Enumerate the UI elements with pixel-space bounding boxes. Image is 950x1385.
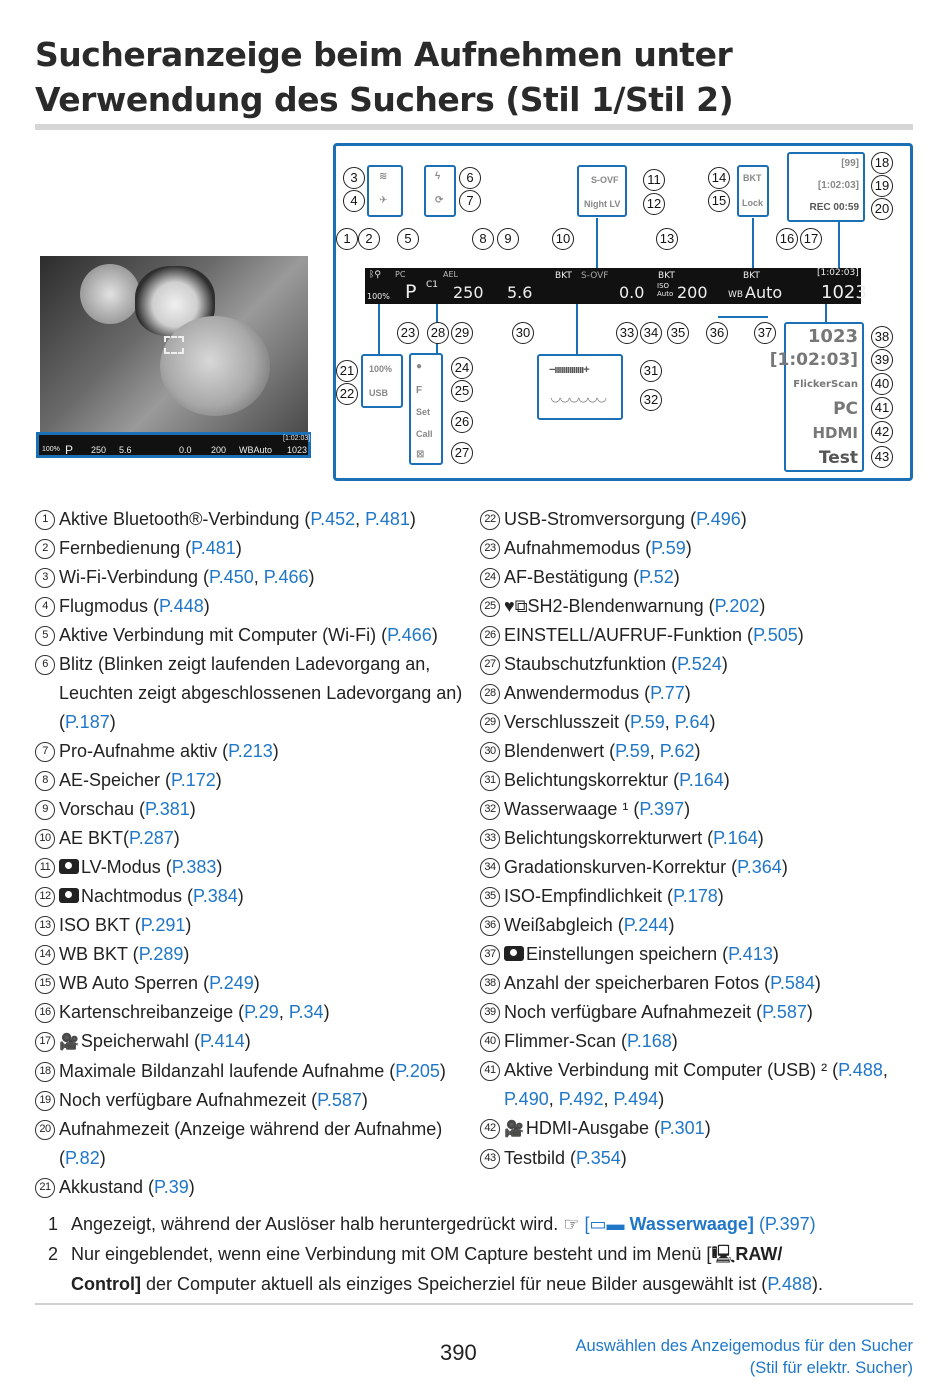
- item-text: Kartenschreibanzeige (: [59, 1002, 245, 1022]
- item-number: 39: [480, 1003, 500, 1023]
- page-ref-link[interactable]: P.496: [696, 509, 741, 529]
- viewfinder-diagram: [0, 0, 950, 500]
- item-number: 18: [35, 1062, 55, 1082]
- af-frame-icon: [164, 336, 184, 354]
- item-number: 33: [480, 829, 500, 849]
- item-text: Wasserwaage ¹ (: [504, 799, 640, 819]
- callout-43: 43: [871, 446, 893, 468]
- item-text: Testbild (: [504, 1148, 577, 1168]
- item-number: 36: [480, 916, 500, 936]
- status-right-box: 1023 [1:02:03] FlickerScan PC HDMI Test: [784, 322, 864, 472]
- page-ref-link[interactable]: P.494: [613, 1089, 659, 1109]
- airplane-icon: ✈: [379, 195, 388, 206]
- item-text: ISO BKT (: [59, 915, 141, 935]
- section-link[interactable]: Auswählen des Anzeigemodus für den Sucher (Stil für elektr. Sucher): [575, 1337, 913, 1377]
- item-text: Maximale Bildanzahl laufende Aufnahme (: [59, 1061, 396, 1081]
- callout-3: 3: [343, 167, 365, 189]
- af-confirm-icon: ●: [416, 361, 423, 372]
- item-text: Aufnahmemodus (: [504, 538, 652, 558]
- camera-icon: [59, 859, 79, 874]
- item-number: 32: [480, 800, 500, 820]
- item-number: 43: [480, 1149, 500, 1169]
- legend-item-32: 32 Wasserwaage ¹ (P.397): [480, 795, 920, 824]
- legend-item-16: 16 Kartenschreibanzeige (P.29, P.34): [35, 998, 475, 1027]
- dust-reduction-icon: ⊠: [416, 449, 425, 460]
- item-text: LV-Modus (: [81, 857, 172, 877]
- item-text: Blitz (Blinken zeigt laufenden Ladevorgang an, Leuchten zeigt abgeschlossenen Ladevorgang an) (: [59, 654, 463, 732]
- item-number: 42: [480, 1119, 500, 1139]
- callout-27: 27: [451, 442, 473, 464]
- legend-item-27: 27 Staubschutzfunktion (P.524): [480, 650, 920, 679]
- callout-4: 4: [343, 190, 365, 212]
- callout-37: 37: [754, 322, 776, 344]
- title-line-2: Verwendung des Suchers (Stil 1/Stil 2): [35, 80, 734, 119]
- callout-21: 21: [336, 360, 358, 382]
- wb-bkt-box: BKT Lock: [737, 165, 769, 217]
- page-ref-link[interactable]: P.413: [728, 944, 773, 964]
- callout-16: 16: [776, 228, 798, 250]
- page-ref-link[interactable]: P.584: [770, 973, 815, 993]
- item-text: Vorschau (: [59, 799, 146, 819]
- item-number: 37: [480, 945, 500, 965]
- legend-item-40: 40 Flimmer-Scan (P.168): [480, 1027, 920, 1056]
- wifi-flight-box: [367, 165, 403, 217]
- page-ref-link[interactable]: P.492: [558, 1089, 604, 1109]
- item-text: WB BKT (: [59, 944, 139, 964]
- callout-14: 14: [708, 167, 730, 189]
- legend-item-43: 43 Testbild (P.354): [480, 1144, 920, 1173]
- item-text: Anzahl der speicherbaren Fotos (: [504, 973, 771, 993]
- display-icon: ▭: [589, 1214, 607, 1234]
- page-ref-link[interactable]: P.205: [395, 1061, 440, 1081]
- item-number: 38: [480, 974, 500, 994]
- item-number: 29: [480, 713, 500, 733]
- page-ref-link[interactable]: P.187: [65, 712, 110, 732]
- legend-item-42: 42 🎥 HDMI-Ausgabe (P.301): [480, 1114, 920, 1144]
- page-ref-link[interactable]: P.397: [639, 799, 685, 819]
- item-number: 27: [480, 655, 500, 675]
- footnote-2-ref[interactable]: P.488: [767, 1274, 813, 1294]
- callout-10: 10: [552, 228, 574, 250]
- page-ref-link[interactable]: P.64: [674, 712, 710, 732]
- page-ref-link[interactable]: P.587: [762, 1002, 807, 1022]
- item-text: Nachtmodus (: [81, 886, 194, 906]
- camera-icon: [504, 946, 524, 961]
- callout-41: 41: [871, 397, 893, 419]
- legend-item-35: 35 ISO-Empfindlichkeit (P.178): [480, 882, 920, 911]
- callout-11: 11: [643, 169, 665, 191]
- item-text: Speicherwahl (: [80, 1031, 200, 1051]
- sample-photo: [40, 256, 308, 432]
- wasserwaage-link[interactable]: [▭▬ Wasserwaage]: [584, 1214, 754, 1234]
- legend-item-8: 8 AE-Speicher (P.172): [35, 766, 475, 795]
- item-number: 15: [35, 974, 55, 994]
- item-text: Wi-Fi-Verbindung (: [59, 567, 210, 587]
- item-text: HDMI-Ausgabe (: [525, 1118, 660, 1138]
- item-text: ISO-Empfindlichkeit (: [504, 886, 674, 906]
- movie-camera-icon: 🎥: [59, 1034, 79, 1051]
- legend-item-19: 19 Noch verfügbare Aufnahmezeit (P.587): [35, 1086, 475, 1115]
- item-number: 40: [480, 1032, 500, 1052]
- footer-divider: [35, 1303, 913, 1305]
- page-ref-link[interactable]: P.354: [576, 1148, 621, 1168]
- item-text: Pro-Aufnahme aktiv (: [59, 741, 229, 761]
- viewfinder-info-bar: ᛒ⚲ PC AEL BKT S-OVF BKT BKT [1:02:03] 100% P C1 250 5.6 0.0 ISO Auto 200 WB Auto 1023: [367, 268, 867, 303]
- page-ref-link[interactable]: P.505: [753, 625, 798, 645]
- callout-36: 36: [706, 322, 728, 344]
- item-text: Fernbedienung (: [59, 538, 192, 558]
- item-text: Blendenwert (: [504, 741, 616, 761]
- legend-item-26: 26 EINSTELL/AUFRUF-Funktion (P.505): [480, 621, 920, 650]
- page-ref-link[interactable]: P.450: [209, 567, 254, 587]
- legend-item-33: 33 Belichtungskorrekturwert (P.164): [480, 824, 920, 853]
- item-number: 4: [35, 597, 55, 617]
- item-number: 5: [35, 626, 55, 646]
- item-text: Akkustand (: [59, 1177, 155, 1197]
- item-text: Noch verfügbare Aufnahmezeit (: [59, 1090, 318, 1110]
- item-text: Gradationskurven-Korrektur (: [504, 857, 738, 877]
- page-ref-link[interactable]: P.244: [623, 915, 669, 935]
- item-text: AE-Speicher (: [59, 770, 172, 790]
- page-ref-link[interactable]: P.524: [677, 654, 722, 674]
- item-text: AE BKT(: [59, 828, 130, 848]
- item-text: Aufnahmezeit (Anzeige während der Aufnahme) (: [59, 1119, 443, 1168]
- callout-15: 15: [708, 190, 730, 212]
- page-ref-link[interactable]: P.59: [615, 741, 650, 761]
- legend-list-left: [35, 505, 475, 1202]
- page-ref-link[interactable]: P.448: [159, 596, 204, 616]
- item-number: 14: [35, 945, 55, 965]
- item-text: Flugmodus (: [59, 596, 160, 616]
- legend-list-right: [480, 505, 920, 1173]
- callout-40: 40: [871, 373, 893, 395]
- item-number: 21: [35, 1178, 55, 1198]
- page-ref-link[interactable]: P.466: [263, 567, 309, 587]
- page-ref-link[interactable]: P.587: [317, 1090, 362, 1110]
- item-text: Aktive Verbindung mit Computer (Wi-Fi) (: [59, 625, 388, 645]
- item-number: 23: [480, 539, 500, 559]
- page-ref-link[interactable]: P.59: [630, 712, 665, 732]
- legend-item-3: 3 Wi-Fi-Verbindung (P.450, P.466): [35, 563, 475, 592]
- callout-22: 22: [336, 383, 358, 405]
- item-text: Aktive Bluetooth®-Verbindung (: [59, 509, 311, 529]
- page-ref-link[interactable]: P.164: [713, 828, 758, 848]
- item-number: 10: [35, 829, 55, 849]
- page-ref-link[interactable]: P.364: [737, 857, 782, 877]
- page-ref-link[interactable]: P.39: [154, 1177, 189, 1197]
- callout-28: 28: [427, 322, 449, 344]
- item-number: 11: [35, 858, 55, 878]
- page-ref-link[interactable]: P.452: [310, 509, 356, 529]
- item-text: Belichtungskorrekturwert (: [504, 828, 714, 848]
- legend-item-9: 9 Vorschau (P.381): [35, 795, 475, 824]
- item-number: 9: [35, 800, 55, 820]
- item-text: Anwendermodus (: [504, 683, 651, 703]
- item-number: 30: [480, 742, 500, 762]
- legend-item-7: 7 Pro-Aufnahme aktiv (P.213): [35, 737, 475, 766]
- item-text: USB-Stromversorgung (: [504, 509, 697, 529]
- legend-item-21: 21 Akkustand (P.39): [35, 1173, 475, 1202]
- item-number: 16: [35, 1003, 55, 1023]
- item-number: 12: [35, 887, 55, 907]
- legend-item-13: 13 ISO BKT (P.291): [35, 911, 475, 940]
- pointing-hand-icon: ☞: [563, 1214, 580, 1234]
- legend-item-18: 18 Maximale Bildanzahl laufende Aufnahme (P.205): [35, 1057, 475, 1086]
- item-number: 6: [35, 655, 55, 675]
- item-text: WB Auto Sperren (: [59, 973, 210, 993]
- callout-13: 13: [656, 228, 678, 250]
- legend-item-30: 30 Blendenwert (P.59, P.62): [480, 737, 920, 766]
- page-ref-link[interactable]: P.301: [659, 1118, 705, 1138]
- page-ref-link[interactable]: P.164: [679, 770, 724, 790]
- callout-5: 5: [397, 228, 419, 250]
- callout-1: 1: [336, 228, 358, 250]
- flash-icon: ϟ: [435, 171, 441, 182]
- callout-12: 12: [643, 193, 665, 215]
- callout-18: 18: [871, 152, 893, 174]
- legend-item-28: 28 Anwendermodus (P.77): [480, 679, 920, 708]
- callout-6: 6: [459, 167, 481, 189]
- camera-icon: [59, 888, 79, 903]
- item-text: Weißabgleich (: [504, 915, 624, 935]
- legend-item-1: 1 Aktive Bluetooth®-Verbindung (P.452, P.481): [35, 505, 475, 534]
- movie-camera-icon: 🎥: [504, 1121, 524, 1138]
- page-ref-link[interactable]: P.289: [138, 944, 184, 964]
- sequential-shooting-icon: ♥⧉: [504, 596, 528, 616]
- item-number: 19: [35, 1091, 55, 1111]
- legend-item-41: 41 Aktive Verbindung mit Computer (USB) ² (P.488, P.490, P.492, P.494): [480, 1056, 920, 1114]
- item-text: Belichtungskorrektur (: [504, 770, 680, 790]
- page-ref-link[interactable]: P.178: [673, 886, 718, 906]
- legend-item-5: 5 Aktive Verbindung mit Computer (Wi-Fi) (P.466): [35, 621, 475, 650]
- item-number: 2: [35, 539, 55, 559]
- callout-24: 24: [451, 357, 473, 379]
- page-ref-link[interactable]: P.202: [714, 596, 760, 616]
- item-number: 17: [35, 1032, 55, 1052]
- item-text: Noch verfügbare Aufnahmezeit (: [504, 1002, 763, 1022]
- callout-42: 42: [871, 421, 893, 443]
- callout-32: 32: [640, 389, 662, 411]
- page-ref-link[interactable]: P.384: [193, 886, 238, 906]
- page-ref-link[interactable]: P.414: [199, 1031, 245, 1051]
- legend-item-12: 12 Nachtmodus (P.384): [35, 882, 475, 911]
- page-ref-link[interactable]: P.488: [838, 1060, 883, 1080]
- item-number: 26: [480, 626, 500, 646]
- item-number: 31: [480, 771, 500, 791]
- page-ref-link[interactable]: P.291: [140, 915, 186, 935]
- legend-item-29: 29 Verschlusszeit (P.59, P.64): [480, 708, 920, 737]
- item-text: Staubschutzfunktion (: [504, 654, 678, 674]
- page-ref-link[interactable]: P.249: [209, 973, 254, 993]
- legend-item-10: 10 AE BKT(P.287): [35, 824, 475, 853]
- card-icon: ▬: [606, 1214, 625, 1234]
- page-number: 390: [440, 1340, 477, 1365]
- page-ref-link[interactable]: P.62: [659, 741, 695, 761]
- legend-item-24: 24 AF-Bestätigung (P.52): [480, 563, 920, 592]
- callout-29: 29: [451, 322, 473, 344]
- callout-38: 38: [871, 326, 893, 348]
- item-text: SH2-Blendenwarnung (: [527, 596, 715, 616]
- page-ref-link[interactable]: P.381: [145, 799, 190, 819]
- page-ref-link[interactable]: P.287: [129, 828, 174, 848]
- flash-pro-box: [424, 165, 456, 217]
- page-ref-link[interactable]: P.490: [504, 1089, 549, 1109]
- callout-20: 20: [871, 198, 893, 220]
- item-number: 20: [35, 1120, 55, 1140]
- page-ref-link[interactable]: P.34: [288, 1002, 324, 1022]
- page-ref-link[interactable]: P.29: [244, 1002, 279, 1022]
- footnote-1-ref[interactable]: (P.397): [758, 1214, 816, 1234]
- callout-31: 31: [640, 360, 662, 382]
- callout-17: 17: [800, 228, 822, 250]
- item-number: 34: [480, 858, 500, 878]
- legend-item-25: 25 ♥⧉SH2-Blendenwarnung (P.202): [480, 592, 920, 621]
- legend-item-14: 14 WB BKT (P.289): [35, 940, 475, 969]
- callout-34: 34: [640, 322, 662, 344]
- page-ref-link[interactable]: P.213: [228, 741, 273, 761]
- item-text: Aktive Verbindung mit Computer (USB) ² (: [504, 1060, 839, 1080]
- title-line-1: Sucheranzeige beim Aufnehmen unter: [35, 35, 733, 74]
- computer-camera-icon: 🖳: [711, 1244, 736, 1264]
- legend-item-4: 4 Flugmodus (P.448): [35, 592, 475, 621]
- item-number: 35: [480, 887, 500, 907]
- item-number: 7: [35, 742, 55, 762]
- item-number: 24: [480, 568, 500, 588]
- callout-39: 39: [871, 349, 893, 371]
- pro-capture-icon: ⟳: [435, 195, 444, 206]
- legend-item-23: 23 Aufnahmemodus (P.59): [480, 534, 920, 563]
- item-text: AF-Bestätigung (: [504, 567, 640, 587]
- recording-box: [99] [1:02:03] REC 00:59: [787, 152, 865, 222]
- bluetooth-icon: ᛒ⚲: [369, 270, 381, 280]
- item-number: 1: [35, 510, 55, 530]
- mini-info-strip: 100% P 250 5.6 0.0 200 WBAuto 1023 [1:02:03]: [36, 432, 311, 458]
- item-text: Flimmer-Scan (: [504, 1031, 628, 1051]
- legend-item-37: 37 Einstellungen speichern (P.413): [480, 940, 920, 969]
- callout-7: 7: [459, 190, 481, 212]
- legend-item-2: 2 Fernbedienung (P.481): [35, 534, 475, 563]
- page-ref-link[interactable]: P.77: [650, 683, 685, 703]
- item-number: 8: [35, 771, 55, 791]
- item-text: Verschlusszeit (: [504, 712, 631, 732]
- item-number: 28: [480, 684, 500, 704]
- callout-33: 33: [616, 322, 638, 344]
- legend-item-31: 31 Belichtungskorrektur (P.164): [480, 766, 920, 795]
- callout-25: 25: [451, 380, 473, 402]
- lv-mode-box: S-OVF Night LV: [577, 165, 627, 217]
- af-status-box: ● F Set Call ⊠: [409, 353, 443, 465]
- page-ref-link[interactable]: P.383: [171, 857, 217, 877]
- page-ref-link[interactable]: P.466: [387, 625, 432, 645]
- legend-item-39: 39 Noch verfügbare Aufnahmezeit (P.587): [480, 998, 920, 1027]
- item-number: 13: [35, 916, 55, 936]
- level-gauge-box: −ıııııııııııııı+ ◡◡◡◡◡◡: [537, 354, 623, 420]
- legend-item-11: 11 LV-Modus (P.383): [35, 853, 475, 882]
- item-text: Einstellungen speichern (: [526, 944, 729, 964]
- legend-item-20: 20 Aufnahmezeit (Anzeige während der Aufnahme) (P.82): [35, 1115, 475, 1173]
- legend-item-6: 6 Blitz (Blinken zeigt laufenden Ladevorgang an, Leuchten zeigt abgeschlossenen Ladevorgang an) (P.187): [35, 650, 475, 737]
- callout-19: 19: [871, 175, 893, 197]
- legend-item-15: 15 WB Auto Sperren (P.249): [35, 969, 475, 998]
- legend-item-34: 34 Gradationskurven-Korrektur (P.364): [480, 853, 920, 882]
- item-number: 41: [480, 1061, 500, 1081]
- item-number: 3: [35, 568, 55, 588]
- item-number: 22: [480, 510, 500, 530]
- legend-item-38: 38 Anzahl der speicherbaren Fotos (P.584): [480, 969, 920, 998]
- callout-30: 30: [512, 322, 534, 344]
- callout-35: 35: [667, 322, 689, 344]
- page-ref-link[interactable]: P.59: [651, 538, 686, 558]
- callout-26: 26: [451, 411, 473, 433]
- legend-item-22: 22 USB-Stromversorgung (P.496): [480, 505, 920, 534]
- callout-8: 8: [472, 228, 494, 250]
- level-arc-icon: ◡◡◡◡◡◡: [551, 390, 607, 404]
- item-number: 25: [480, 597, 500, 617]
- wifi-icon: ≋: [379, 171, 388, 182]
- battery-usb-box: 100% USB: [361, 354, 403, 408]
- page-ref-link[interactable]: P.481: [191, 538, 236, 558]
- callout-9: 9: [497, 228, 519, 250]
- page-ref-link[interactable]: P.481: [365, 509, 410, 529]
- item-text: EINSTELL/AUFRUF-Funktion (: [504, 625, 754, 645]
- legend-item-17: 17 🎥 Speicherwahl (P.414): [35, 1027, 475, 1057]
- legend-item-36: 36 Weißabgleich (P.244): [480, 911, 920, 940]
- page-ref-link[interactable]: P.168: [627, 1031, 672, 1051]
- page-ref-link[interactable]: P.172: [171, 770, 216, 790]
- page-ref-link[interactable]: P.52: [639, 567, 674, 587]
- callout-2: 2: [358, 228, 380, 250]
- page-ref-link[interactable]: P.82: [65, 1148, 100, 1168]
- callout-23: 23: [397, 322, 419, 344]
